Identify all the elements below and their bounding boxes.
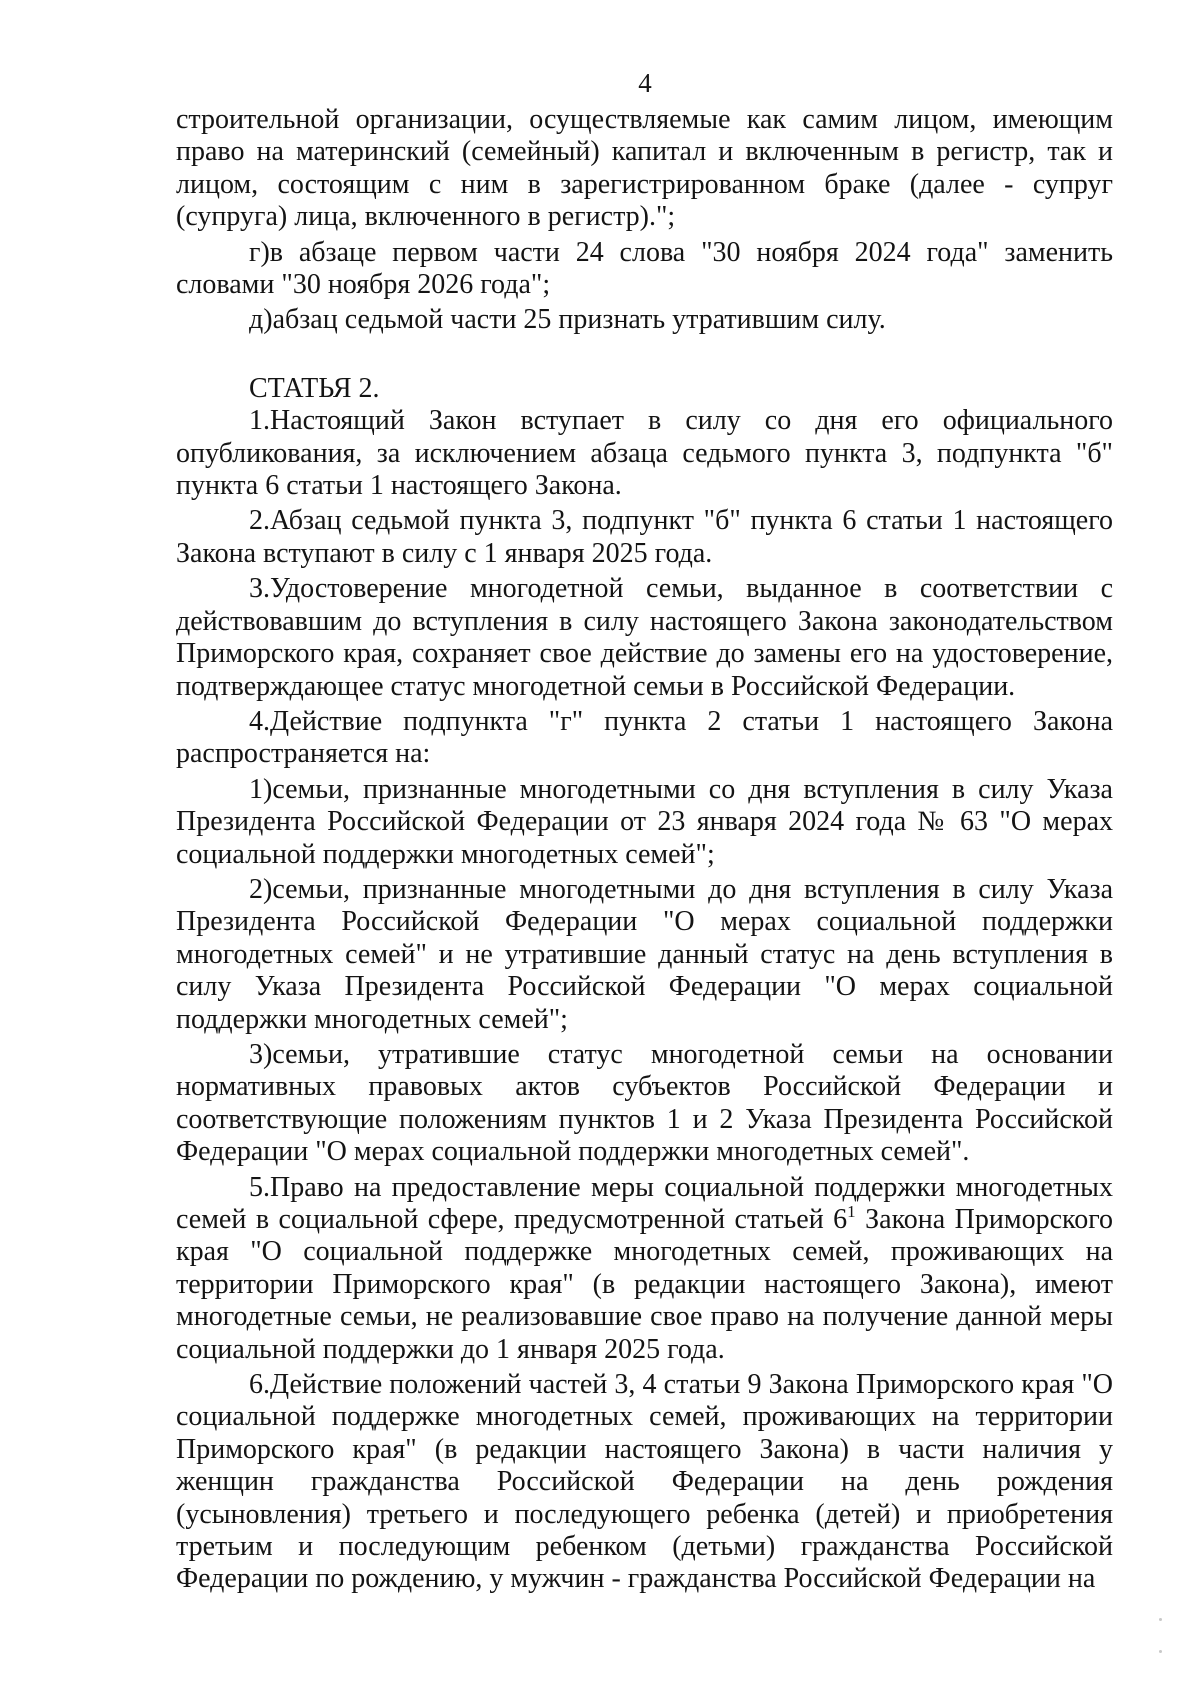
superscript-number: 1 bbox=[847, 1202, 856, 1221]
document-body bbox=[176, 104, 1113, 1596]
paragraph-subitem-1: 1)семьи, признанные многодетными со дня вступления в силу Указа Президента Российской Федерации от 23 января 2024 года № 63 "О мерах социальной поддержки многодетных семей"; bbox=[176, 773, 1113, 870]
paragraph-subitem-g: г)в абзаце первом части 24 слова "30 ноября 2024 года" заменить словами "30 ноября 2026 года"; bbox=[176, 236, 1113, 301]
paragraph-item-3: 3.Удостоверение многодетной семьи, выданное в соответствии с действовавшим до вступления в силу настоящего Закона законодательством Приморского края, сохраняет свое действие до замены его на удостоверение, подтверждающее статус многодетной семьи в Российской Федерации. bbox=[176, 573, 1113, 702]
paragraph-item-4: 4.Действие подпункта "г" пункта 2 статьи 1 настоящего Закона распространяется на: bbox=[176, 705, 1113, 770]
paragraph-item-6: 6.Действие положений частей 3, 4 статьи 9 Закона Приморского края "О социальной поддержке многодетных семей, проживающих на территории Приморского края" (в редакции настоящего Закона) в части наличия у женщин гражданства Российской Федерации на день рождения (усыновления) третьего и последующего ребенка (детей) и приобретения третьим и последующим ребенком (детьми) гражданства Российской Федерации по рождению, у мужчин - гражданства Российской Федерации на bbox=[176, 1369, 1113, 1595]
article-heading: СТАТЬЯ 2. bbox=[249, 372, 380, 404]
page-number: 4 bbox=[638, 68, 652, 98]
paragraph-subitem-3: 3)семьи, утратившие статус многодетной семьи на основании нормативных правовых актов субъектов Российской Федерации и соответствующие положениям пунктов 1 и 2 Указа Президента Российской Федерации "О мерах социальной поддержки многодетных семей". bbox=[176, 1038, 1113, 1168]
paragraph-item-5-text-end: Закона Приморского края "О социальной поддержке многодетных семей, проживающих на территории Приморского края" (в редакции настоящего Закона), имеют многодетные семьи, не реализовавшие свое право на получение данной меры социальной поддержки до 1 января 2025 года. bbox=[176, 1204, 1113, 1365]
scan-speck bbox=[1159, 1618, 1162, 1621]
paragraph-item-2: 2.Абзац седьмой пункта 3, подпункт "б" пункта 6 статьи 1 настоящего Закона вступают в силу с 1 января 2025 года. bbox=[176, 505, 1113, 569]
scan-speck bbox=[1159, 1650, 1162, 1653]
paragraph-item-5 bbox=[176, 1172, 1113, 1366]
paragraph-continuation: строительной организации, осуществляемые как самим лицом, имеющим право на материнский (семейный) капитал и включенным в регистр, так и лицом, состоящим с ним в зарегистрированном браке (далее - супруг (супруга) лица, включенного в регистр)."; bbox=[176, 104, 1113, 233]
paragraph-subitem-d: д)абзац седьмой части 25 признать утратившим силу. bbox=[249, 304, 886, 336]
paragraph-subitem-2: 2)семьи, признанные многодетными до дня вступления в силу Указа Президента Российской Федерации "О мерах социальной поддержки многодетных семей" и не утратившие данный статус на день вступления в силу Указа Президента Российской Федерации "О мерах социальной поддержки многодетных семей"; bbox=[176, 873, 1113, 1035]
paragraph-item-1: 1.Настоящий Закон вступает в силу со дня его официального опубликования, за исключением абзаца седьмого пункта 3, подпункта "б" пункта 6 статьи 1 настоящего Закона. bbox=[176, 405, 1113, 502]
paragraph-item-5-text-start: 5.Право на предоставление меры социальной поддержки многодетных семей в социальной сфере, предусмотренной статьей 6 bbox=[176, 1171, 1113, 1235]
